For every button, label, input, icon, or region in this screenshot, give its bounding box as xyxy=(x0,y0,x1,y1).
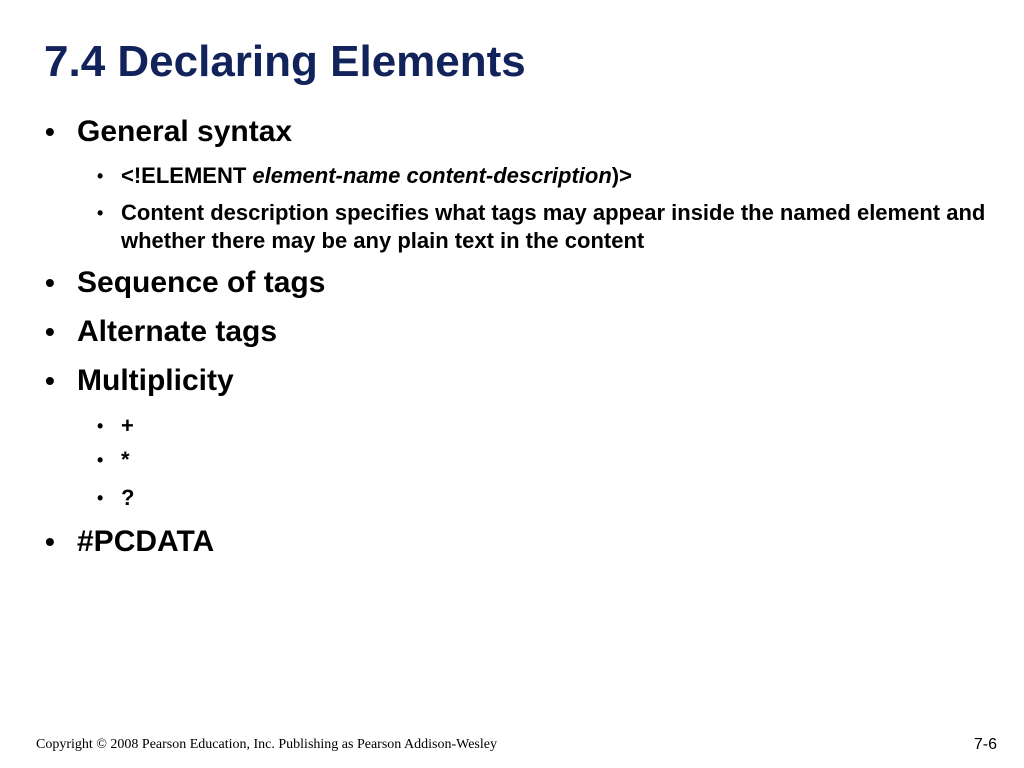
bullet-dot: • xyxy=(97,450,104,470)
slide-title: 7.4 Declaring Elements xyxy=(44,37,526,86)
footer-page-number: 7-6 xyxy=(973,736,997,753)
bullet-text: General syntax xyxy=(77,115,293,148)
bullet-dot: • xyxy=(97,488,104,508)
bullet-text: * xyxy=(121,447,130,472)
syntax-italic: element-name content-description xyxy=(252,163,612,188)
bullet-text: + xyxy=(121,413,134,438)
bullet-dot: • xyxy=(45,365,55,396)
sub-bullet-element-syntax xyxy=(97,162,632,190)
bullet-dot: • xyxy=(97,416,104,436)
syntax-suffix: )> xyxy=(611,163,632,188)
bullet-text: Sequence of tags xyxy=(77,266,326,299)
bullet-dot: • xyxy=(45,267,55,298)
bullet-pcdata xyxy=(45,524,215,560)
sub-bullet-star xyxy=(97,446,130,474)
bullet-text: Multiplicity xyxy=(77,364,234,397)
bullet-text: #PCDATA xyxy=(77,525,215,558)
bullet-dot: • xyxy=(45,526,55,557)
sub-bullet-plus xyxy=(97,412,134,440)
bullet-sequence-of-tags xyxy=(45,265,326,301)
bullet-alternate-tags xyxy=(45,314,278,350)
sub-bullet-content-description xyxy=(97,199,1001,255)
bullet-dot: • xyxy=(97,166,104,186)
bullet-dot: • xyxy=(45,316,55,347)
sub-bullet-question xyxy=(97,484,135,512)
bullet-multiplicity xyxy=(45,363,234,399)
bullet-general-syntax xyxy=(45,114,293,150)
footer-copyright: Copyright © 2008 Pearson Education, Inc. Publishing as Pearson Addison-Wesley xyxy=(36,737,497,752)
bullet-text: Alternate tags xyxy=(77,315,278,348)
bullet-text: ? xyxy=(121,485,135,510)
bullet-dot: • xyxy=(97,203,104,223)
bullet-dot: • xyxy=(45,116,55,147)
bullet-text: Content description specifies what tags may appear inside the named element and whether there may be any plain text in the content xyxy=(121,200,986,253)
syntax-prefix: <!ELEMENT xyxy=(121,163,253,188)
